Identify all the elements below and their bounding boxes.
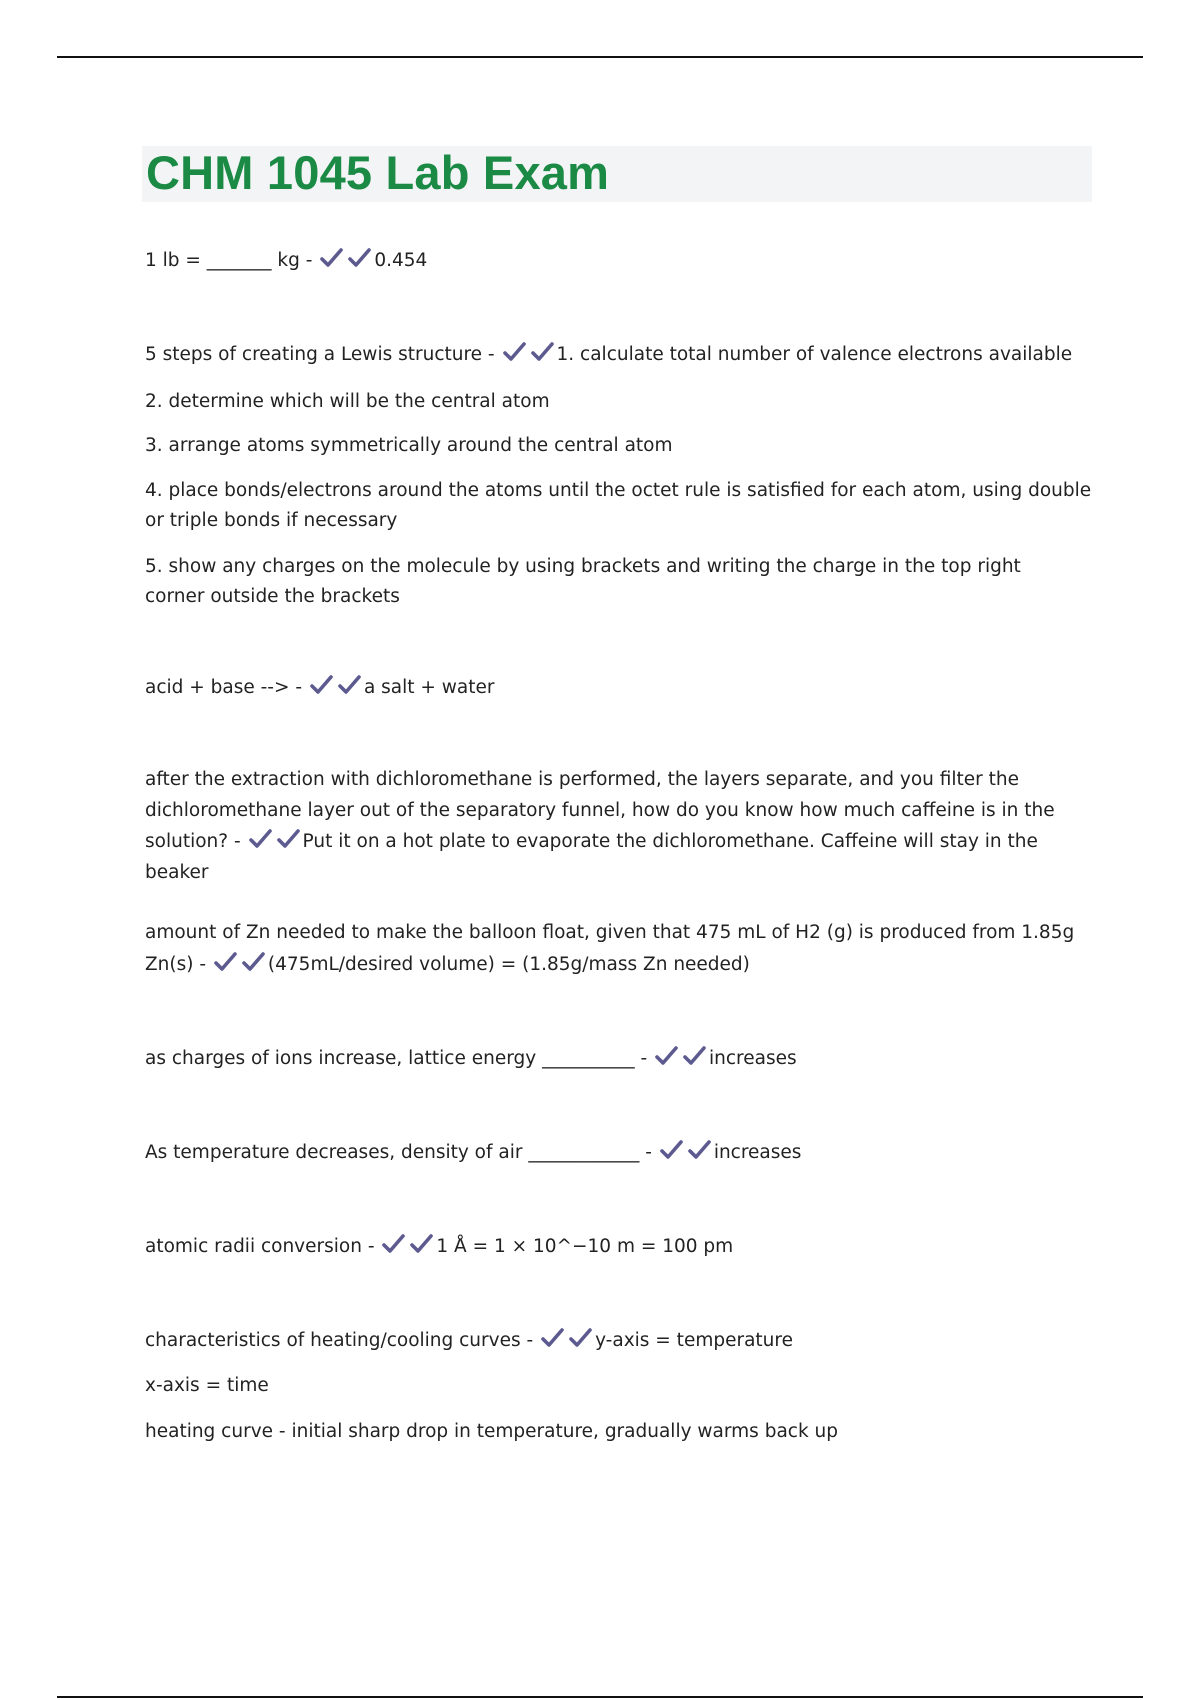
flashcard-7 — [145, 1138, 1090, 1168]
question-text: As temperature decreases, density of air ____________ - — [145, 1142, 652, 1163]
header-rule — [57, 56, 1143, 58]
question-text: 5 steps of creating a Lewis structure - — [145, 344, 495, 365]
checkmark-icon — [337, 674, 363, 696]
question-text: acid + base --> - — [145, 677, 303, 698]
double-checkmark-icon — [501, 344, 557, 365]
checkmark-icon — [654, 1045, 680, 1067]
flashcard-6 — [145, 1044, 1090, 1074]
answer-text: 0.454 — [374, 250, 428, 271]
answer-line-x-axis: x-axis = time — [145, 1375, 269, 1396]
double-checkmark-icon — [308, 677, 364, 698]
double-checkmark-icon — [318, 250, 374, 271]
footer-rule — [57, 1696, 1143, 1698]
answer-text: a salt + water — [363, 677, 495, 698]
answer-text: (475mL/desired volume) = (1.85g/mass Zn needed) — [267, 954, 750, 975]
flashcard-2 — [145, 340, 1090, 370]
checkmark-icon — [381, 1233, 407, 1255]
question-text: as charges of ions increase, lattice energy __________ - — [145, 1048, 648, 1069]
checkmark-icon — [682, 1045, 708, 1067]
answer-text: 1 Å = 1 × 10^−10 m = 100 pm — [436, 1236, 734, 1257]
flashcard-1-line — [145, 246, 1090, 276]
answer-step-5: 5. show any charges on the molecule by using brackets and writing the charge in the top right corner outside the brackets — [145, 556, 1021, 607]
double-checkmark-icon — [658, 1142, 714, 1163]
flashcard-9 — [145, 1326, 1090, 1356]
question-text: after the extraction with dichloromethane is performed, the layers separate, and you filter the dichloromethane layer out of the separatory funnel, how do you know how much caffeine is in the solution? - — [145, 769, 1055, 852]
flashcard-5 — [145, 917, 1100, 981]
checkmark-icon — [540, 1327, 566, 1349]
answer-text: increases — [713, 1142, 802, 1163]
checkmark-icon — [409, 1233, 435, 1255]
answer-text: increases — [709, 1048, 797, 1069]
answer-step-3: 3. arrange atoms symmetrically around the central atom — [145, 435, 673, 456]
double-checkmark-icon — [539, 1330, 595, 1351]
flashcard-2-line — [145, 340, 1090, 370]
answer-text: 1. calculate total number of valence electrons available — [556, 344, 1073, 365]
question-text: atomic radii conversion - — [145, 1236, 375, 1257]
checkmark-icon — [659, 1139, 685, 1161]
question-text: 1 lb = _______ kg - — [145, 250, 313, 271]
checkmark-icon — [276, 828, 302, 850]
checkmark-icon — [309, 674, 335, 696]
flashcard-4 — [145, 764, 1100, 888]
flashcard-8 — [145, 1232, 1090, 1262]
answer-step-4: 4. place bonds/electrons around the atoms until the octet rule is satisfied for each atom, using double or triple bonds if necessary — [145, 480, 1092, 531]
checkmark-icon — [213, 951, 239, 973]
answer-step-2: 2. determine which will be the central atom — [145, 391, 550, 412]
flashcard-3 — [145, 673, 1090, 703]
checkmark-icon — [687, 1139, 713, 1161]
answer-text: Put it on a hot plate to evaporate the dichloromethane. Caffeine will stay in the beaker — [145, 831, 1038, 883]
checkmark-icon — [248, 828, 274, 850]
checkmark-icon — [502, 341, 528, 363]
flashcard-1 — [145, 246, 1090, 276]
checkmark-icon — [319, 247, 345, 269]
checkmark-icon — [568, 1327, 594, 1349]
checkmark-icon — [347, 247, 373, 269]
double-checkmark-icon — [653, 1048, 709, 1069]
checkmark-icon — [530, 341, 556, 363]
question-text: amount of Zn needed to make the balloon float, given that 475 mL of H2 (g) is produced from 1.85g Zn(s) - — [145, 922, 1075, 975]
checkmark-icon — [241, 951, 267, 973]
double-checkmark-icon — [247, 831, 303, 852]
answer-text: y-axis = temperature — [595, 1330, 793, 1351]
flashcard-3-line — [145, 673, 1090, 703]
double-checkmark-icon — [380, 1236, 436, 1257]
double-checkmark-icon — [212, 954, 268, 975]
question-text: characteristics of heating/cooling curves - — [145, 1330, 534, 1351]
page-title: CHM 1045 Lab Exam — [146, 146, 610, 199]
answer-line-heating-curve: heating curve - initial sharp drop in temperature, gradually warms back up — [145, 1421, 839, 1442]
